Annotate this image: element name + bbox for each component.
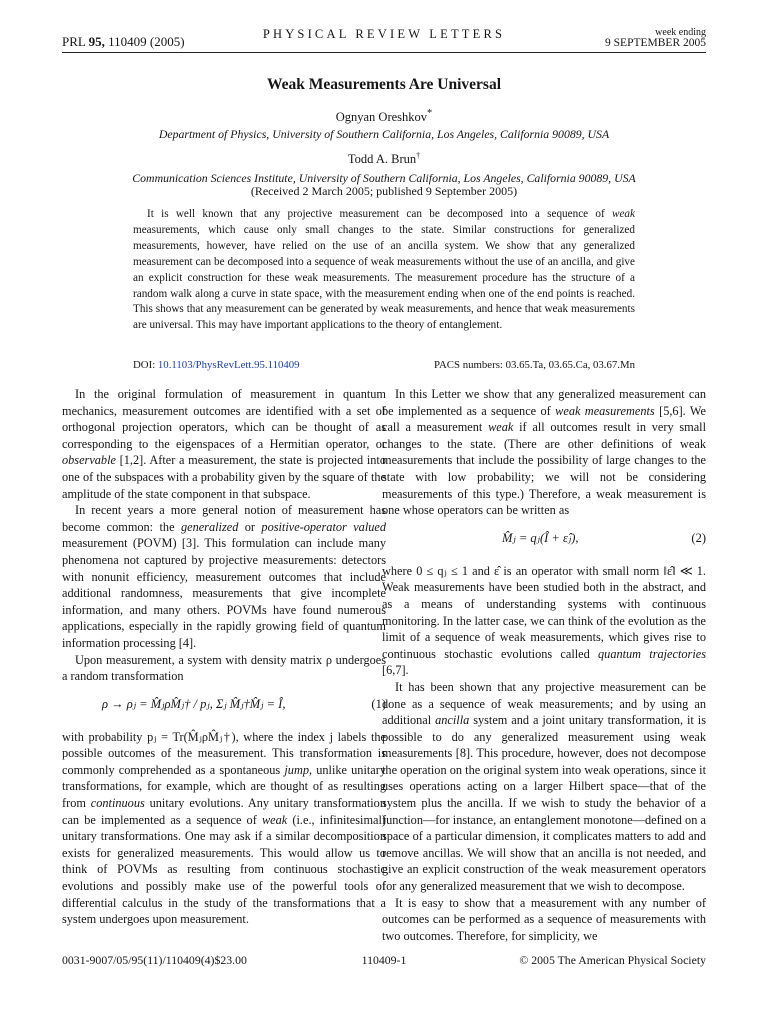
header-rule [62,52,706,53]
copyright: © 2005 The American Physical Society [519,953,706,967]
week-ending-label: week ending [655,27,706,38]
equation-1-number: (1) [371,696,386,711]
pacs-numbers: PACS numbers: 03.65.Ta, 03.65.Ca, 03.67.Mn [434,359,635,371]
doi [133,359,300,371]
right-column [382,386,706,944]
left-paragraph-4: with probability pⱼ = Tr(M̂ⱼρM̂ⱼ†), where the index j labels the possible outcomes of the measurement. This transformation is commonly comprehended as a spontaneous jump, unlike unitary transformations, for example, which are thought of as resulting from continuous unitary evolutions. Any unitary transformation can be implemented as a sequence of weak (i.e., infinitesimal) unitary transformations. One may ask if a similar decomposition exists for generalized measurements. This would allow us to think of POVMs as resulting from continuous stochastic evolutions and possibly make use of the powerful tools of differential calculus in the study of the transformations that a system undergoes upon measurement. [62,729,387,927]
paper-title: Weak Measurements Are Universal [266,76,502,93]
journal-abbrev: PRL [62,34,86,49]
right-paragraph-4: It is easy to show that a measurement with any number of outcomes can be performed as a sequence of measurements with two outcomes. Therefore, for simplicity, we [382,895,706,943]
equation-1 [62,688,386,726]
right-paragraph-3: It has been shown that any projective measurement can be done as a sequence of weak measurements; and by using an additional ancilla system and a joint unitary transformation, it is possible to do any generalized measurement using weak measurements [8]. This procedure, however, does not decompose the operation on the original system into weak operations, since it uses operations acting on a larger Hilbert space—that of the system plus the ancilla. If we wish to study the behavior of a function—for instance, an entanglement monotone—defined on a space of a particular dimension, it complicates matters to add and remove ancillas. We will show that an ancilla is not needed, and give an explicit construction of the weak measurement operators for any generalized measurement that we wish to decompose. [382,679,706,894]
issue-date [605,27,706,49]
journal-volume: 95, [88,34,105,49]
abstract [133,207,635,334]
equation-2-number: (2) [691,530,706,545]
equation-2 [382,522,706,560]
right-paragraph-2: where 0 ≤ qⱼ ≤ 1 and ε̂ is an operator with small norm ‖ε̂‖ ≪ 1. Weak measurements have been studied both in the abstract, and as a means of understanding systems with continuous monitoring. In the latter case, we can think of the evolution as the limit of a sequence of weak measurements, which gives rise to continuous stochastic evolutions called quantum trajectories [6,7]. [382,563,706,678]
author-1 [0,108,768,125]
issue-date-value: 9 SEPTEMBER 2005 [605,37,706,49]
page-number: 110409-1 [361,953,407,967]
journal-name: PHYSICAL REVIEW LETTERS [262,27,506,41]
author-1-affiliation: Department of Physics, University of Southern California, Los Angeles, California 90089, USA [158,127,610,141]
abstract-text-1: It is well known that any projective measurement can be decomposed into a sequence of [147,208,612,220]
received-dates: (Received 2 March 2005; published 9 September 2005) [250,184,518,198]
left-paragraph-2: In recent years a more general notion of measurement has become common: the generalized or positive-operator valued measurement (POVM) [3]. This formulation can include many phenomena not captured by projective measurements: detectors with nonunit efficiency, measurement outcomes that include additional randomness, measurements that give incomplete information, and many others. POVMs have found numerous applications, especially in the rapidly growing field of quantum information processing [4]. [62,503,386,650]
equation-1-body: ρ → ρⱼ = M̂ⱼρM̂ⱼ† / pⱼ, Σⱼ M̂ⱼ†M̂ⱼ = Î, [102,696,286,711]
author-1-name: Ognyan Oreshkov [335,110,428,125]
doi-link[interactable]: 10.1103/PhysRevLett.95.110409 [157,359,300,371]
author-2 [0,151,768,167]
author-1-mark: * [427,108,433,119]
equation-2-body: M̂ⱼ = qⱼ(Î + ε̂ⱼ), [502,530,579,545]
footer-code: 0031-9007/05/95(11)/110409(4)$23.00 [62,953,247,967]
author-2-mark: † [416,151,421,160]
article-ref: 110409 (2005) [108,34,185,49]
author-2-name: Todd A. Brun [347,152,417,167]
left-column [62,386,386,928]
right-paragraph-1: In this Letter we show that any generalized measurement can be implemented as a sequence of weak measurements [5,6]. We call a measurement weak if all outcomes result in very small changes to the state. (There are other definitions of weak measurements that include the possibility of large changes to the state with low probability; we will not be considering measurements of this type.) Therefore, a weak measurement is one whose operators can be written as [382,387,706,518]
left-paragraph-1: In the original formulation of measurement in quantum mechanics, measurement outcomes are identified with a set of orthogonal projection operators, which can be thought of as corresponding to the eigenspaces of a Hermitian operator, or observable [1,2]. After a measurement, the state is projected into one of the subspaces with a probability given by the square of the amplitude of the state component in that subspace. [62,387,386,501]
doi-label: DOI: [133,359,156,371]
author-2-affiliation: Communication Sciences Institute, University of Southern California, Los Angeles, California 90089, USA [132,171,636,185]
abstract-emph: weak [612,208,635,220]
abstract-text-2: measurements, which cause only small changes to the state. Similar constructions for generalized measurements, however, have relied on the use of an ancilla system. We show that any generalized measurement can be decomposed into a sequence of weak measurements without the use of an ancilla, and give an explicit construction for these weak measurements. The measurement procedure has the structure of a random walk along a curve in state space, with the measurement ending when one of the end points is reached. This shows that any measurement can be generated by weak measurements, and hence that weak measurements are universal. This may have important applications to the theory of entanglement. [133,223,635,332]
left-paragraph-3: Upon measurement, a system with density matrix ρ undergoes a random transformation [62,652,386,684]
